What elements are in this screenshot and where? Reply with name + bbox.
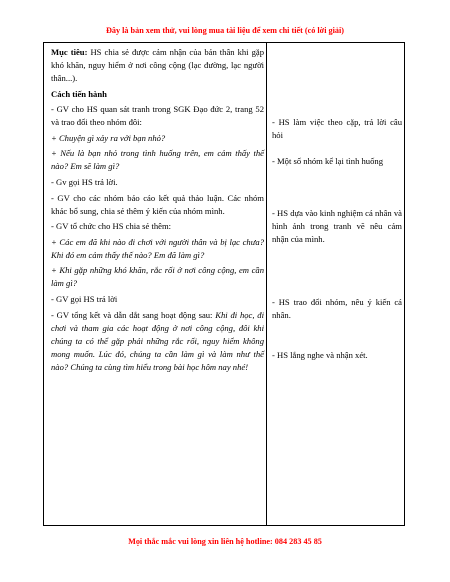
student-response-feelings: - HS dựa vào kinh nghiệm cá nhân và hình ảnh trong tranh vẽ nêu cảm nhận của mình. xyxy=(272,208,402,244)
question-how-feel: + Nếu là bạn nhỏ trong tình huống trên, em cảm thấy thế nào? Em sẽ làm gì? xyxy=(51,148,264,172)
objective-label: Mục tiêu: xyxy=(51,47,88,57)
column-divider xyxy=(266,43,267,525)
teacher-step-call-answer-2: - GV gọi HS trả lời xyxy=(51,293,118,304)
summary-intro: - GV tổng kết và dẫn dắt sang hoạt động sau: xyxy=(51,309,216,320)
objective-paragraph xyxy=(51,46,264,85)
objective-text: HS chia sẻ được cảm nhận của bản thân khi gặp khó khăn, nguy hiểm ở nơi công cộng (lạc đường, lạc người thân...). xyxy=(51,47,264,83)
teacher-step-share: - GV tổ chức cho HS chia sẻ thêm: xyxy=(51,221,172,232)
preview-notice-banner: Đây là bản xem thử, vui lòng mua tài liệu để xem chi tiết (có lời giải) xyxy=(105,26,344,35)
student-response-retell: - Một số nhóm kể lại tình huống xyxy=(272,156,383,166)
student-response-discuss: - HS trao đổi nhóm, nêu ý kiến cá nhân. xyxy=(272,297,402,320)
method-heading: Cách tiến hành xyxy=(51,88,107,99)
teacher-step-observe: - GV cho HS quan sát tranh trong SGK Đạo đức 2, trang 52 và trao đổi theo nhóm đôi: xyxy=(51,104,264,128)
student-response-listen: - HS lắng nghe và nhận xét. xyxy=(272,350,368,360)
question-got-lost: + Các em đã khi nào đi chơi với người thân và bị lạc chưa? Khi đó em cảm thấy thế nào? Em đã làm gì? xyxy=(51,236,264,260)
teacher-activity-column xyxy=(51,46,264,376)
teacher-step-call-answer: - Gv gọi HS trả lời. xyxy=(51,176,118,187)
lesson-table xyxy=(43,42,405,526)
question-what-happened: + Chuyện gì xảy ra với bạn nhỏ? xyxy=(51,132,166,143)
student-response-pairs: - HS làm việc theo cặp, trả lời câu hỏi xyxy=(272,117,402,140)
teacher-step-report: - GV cho các nhóm báo cáo kết quả thảo luận. Các nhóm khác bổ sung, chia sẻ thêm ý kiến của nhóm mình. xyxy=(51,192,264,216)
hotline-banner: Mọi thắc mắc vui lòng xin liên hệ hotline: 084 283 45 85 xyxy=(128,537,322,546)
summary-italic: Khi đi học, đi chơi và tham gia các hoạt động ở nơi công cộng, đôi khi chúng ta có thể gặp phải những rắc rối, nguy hiểm không mong muốn. Lúc đó, chúng ta cần làm gì và làm như thế nào? Chúng ta cùng tìm hiểu trong bài học hôm nay nhé! xyxy=(51,309,264,372)
question-difficulties: + Khi gặp những khó khăn, rắc rối ở nơi công cộng, em cần làm gì? xyxy=(51,265,264,289)
teacher-summary-paragraph xyxy=(51,309,264,374)
